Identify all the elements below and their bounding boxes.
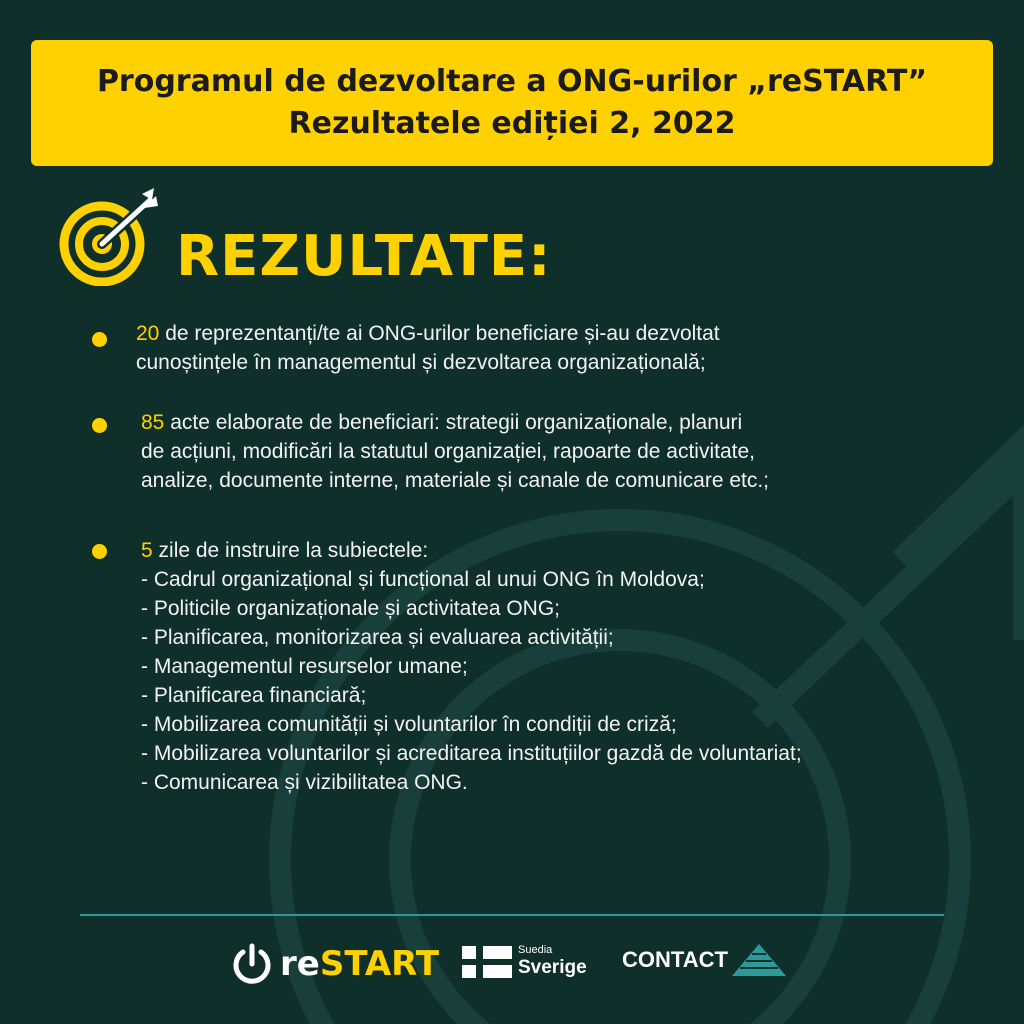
sweden-small-text: Suedia <box>518 944 553 956</box>
bullet-text: zile de instruire la subiectele: <box>152 539 429 562</box>
topic-item: - Politicile organizaționale și activitatea ONG; <box>141 597 561 620</box>
logo-re-text: re <box>280 944 320 984</box>
topic-item: - Cadrul organizațional și funcțional al unui ONG în Moldova; <box>141 568 705 591</box>
title-banner <box>31 40 993 166</box>
sweden-big-text: Sverige <box>518 957 587 978</box>
topic-item: - Mobilizarea voluntarilor și acreditarea instituțiilor gazdă de voluntariat; <box>141 742 802 765</box>
pyramid-icon <box>730 942 788 978</box>
title-line-2: Rezultatele ediției 2, 2022 <box>288 106 736 141</box>
bullet-item-2 <box>141 408 769 495</box>
restart-logo <box>230 942 439 986</box>
bullet-dot <box>92 544 107 559</box>
bullet-item-1 <box>136 319 720 377</box>
bullet-text: analize, documente interne, materiale și canale de comunicare etc.; <box>141 469 770 492</box>
topic-item: - Mobilizarea comunității și voluntarilor în condiții de criză; <box>141 713 677 736</box>
sweden-logo <box>462 944 587 979</box>
swedish-flag-icon <box>462 946 512 978</box>
footer-divider <box>80 914 944 916</box>
bullet-dot <box>92 418 107 433</box>
contact-text: CONTACT <box>622 947 728 972</box>
title-line-1: Programul de dezvoltare a ONG-urilor „reSTART” <box>96 64 928 99</box>
bullet-text: cunoștințele în managementul și dezvoltarea organizațională; <box>136 351 706 374</box>
bullet-dot <box>92 332 107 347</box>
contact-logo <box>622 940 788 980</box>
topic-item: - Planificarea financiară; <box>141 684 367 707</box>
bullet-number: 5 <box>141 539 153 562</box>
bullet-text: acte elaborate de beneficiari: strategii organizaționale, planuri <box>164 411 743 434</box>
target-arrow-icon <box>58 186 166 286</box>
topic-item: - Comunicarea și vizibilitatea ONG. <box>141 771 468 794</box>
topic-item: - Planificarea, monitorizarea și evaluarea activității; <box>141 626 614 649</box>
topic-item: - Managementul resurselor umane; <box>141 655 468 678</box>
logo-start-text: START <box>319 944 440 984</box>
bullet-text: de reprezentanți/te ai ONG-urilor beneficiare și-au dezvoltat <box>159 322 720 345</box>
bullet-number: 20 <box>136 322 160 345</box>
bullet-item-3 <box>141 536 802 797</box>
power-icon <box>230 942 274 986</box>
bullet-text: de acțiuni, modificări la statutul organizației, rapoarte de activitate, <box>141 440 755 463</box>
bullet-number: 85 <box>141 411 165 434</box>
results-heading: REZULTATE: <box>176 224 552 289</box>
